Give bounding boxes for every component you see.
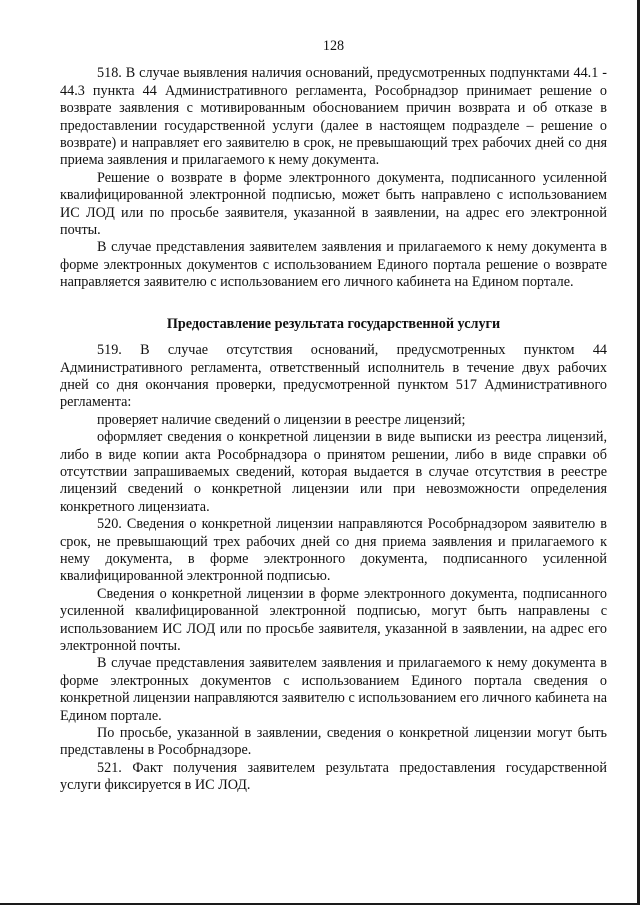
paragraph-518-electronic-return: Решение о возврате в форме электронного документа, подписанного усиленной квалифицированной электронной подписью, может быть направлено с использованием ИС ЛОД или по просьбе заявителя, указанной в заявлении, на адрес его электронной почты. <box>60 169 607 239</box>
paragraph-520-request-info: По просьбе, указанной в заявлении, сведения о конкретной лицензии могут быть представлены в Рособрнадзоре. <box>60 725 607 759</box>
paragraph-519-check-registry: проверяет наличие сведений о лицензии в реестре лицензий; <box>97 411 466 428</box>
page-content <box>60 38 607 795</box>
paragraph-520-portal-info: В случае представления заявителем заявления и прилагаемого к нему документа в форме электронных документов с использованием Единого портала сведения о конкретной лицензии направляются заявителю с использованием его личного кабинета на Едином портале. <box>60 655 607 724</box>
paragraph-520: 520. Сведения о конкретной лицензии направляются Рособрнадзором заявителю в срок, не превышающий трех рабочих дней со дня приема заявления и прилагаемого к нему документа, в форме электронного документа, подписанного усиленной квалифицированной электронной подписью. <box>60 516 607 585</box>
section-heading: Предоставление результата государственной услуги <box>166 315 501 332</box>
paragraph-518: 518. В случае выявления наличия оснований, предусмотренных подпунктами 44.1 - 44.3 пункта 44 Административного регламента, Рособрнадзор принимает решение о возврате заявления с мотивированным обоснованием причин возврата и об отказе в предоставлении государственной услуги (далее в настоящем подразделе – решение о возврате) и направляет его заявителю в срок, не превышающий трех рабочих дней со дня приема заявления и прилагаемого к нему документа. <box>60 65 607 169</box>
paragraph-518-portal-return: В случае представления заявителем заявления и прилагаемого к нему документа в форме электронных документов с использованием Единого портала решение о возврате направляется заявителю с использованием его личного кабинета на Едином портале. <box>60 239 607 291</box>
paragraph-520-electronic-info: Сведения о конкретной лицензии в форме электронного документа, подписанного усиленной квалифицированной электронной подписью, могут быть направлены с использованием ИС ЛОД или по просьбе заявителя, указанной в заявлении, на адрес его электронной почты. <box>60 585 607 654</box>
paragraph-521: 521. Факт получения заявителем результата предоставления государственной услуги фиксируется в ИС ЛОД. <box>60 759 607 794</box>
paragraph-519-prepare-info: оформляет сведения о конкретной лицензии в виде выписки из реестра лицензий, либо в виде копии акта Рособрнадзора о принятом решении, либо в виде справки об отсутствии запрашиваемых сведений, которая выдается в случае отсутствия в реестре лицензий сведений о конкретной лицензии или при невозможности определения конкретного лицензиата. <box>60 429 607 515</box>
paragraph-519: 519. В случае отсутствия оснований, предусмотренных пунктом 44 Административного регламента, ответственный исполнитель в течение двух рабочих дней со дня окончания проверки, предусмотренной пунктом 517 Административного регламента: <box>60 342 607 411</box>
page-number: 128 <box>322 38 345 54</box>
